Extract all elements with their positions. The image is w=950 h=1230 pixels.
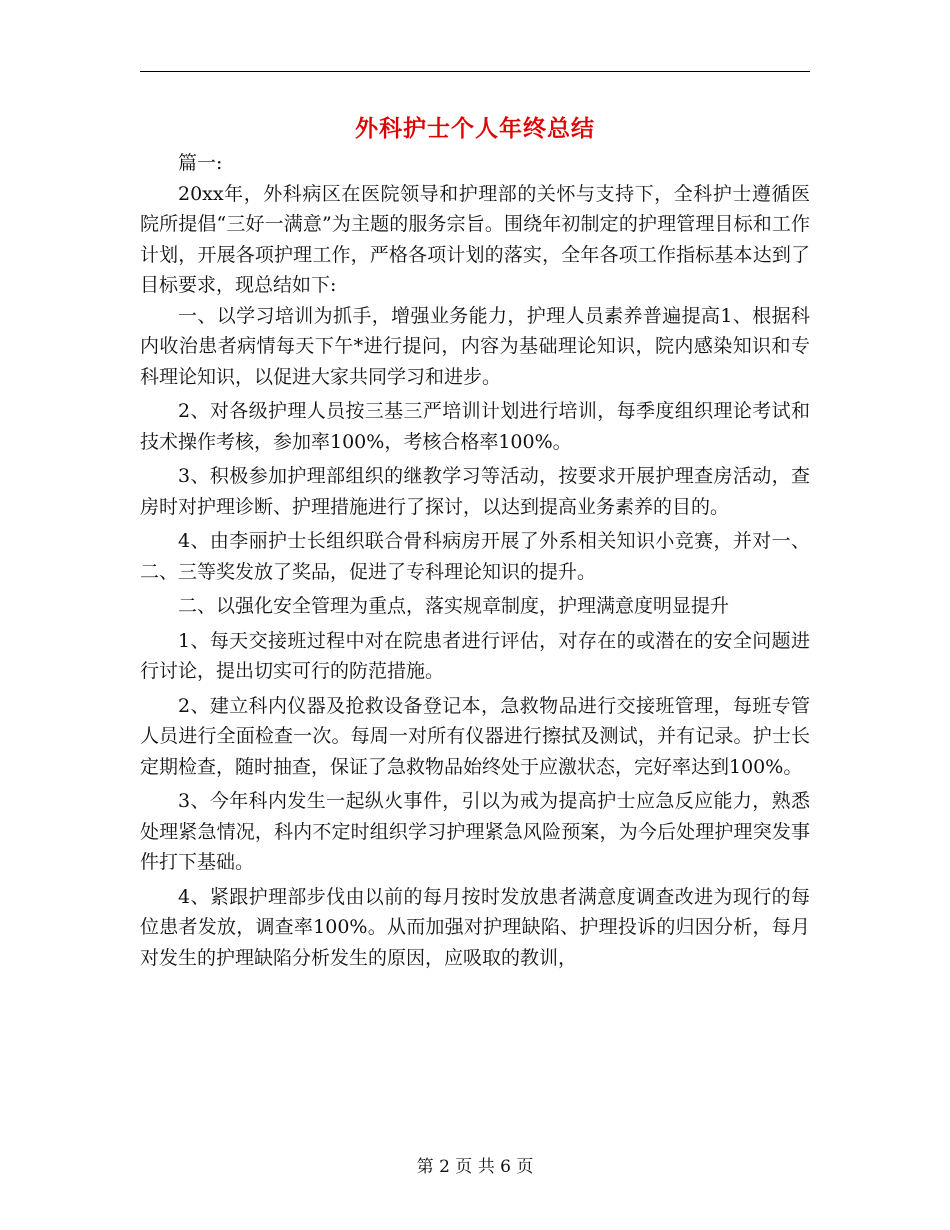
document-title: 外科护士个人年终总结 [355, 115, 595, 142]
document-body [140, 148, 810, 973]
body-paragraph: 4、紧跟护理部步伐由以前的每月按时发放患者满意度调查改进为现行的每位患者发放，调查率100%。从而加强对护理缺陷、护理投诉的归因分析，每月对发生的护理缺陷分析发生的原因，应吸取的教训， [140, 885, 810, 969]
section-heading: 二、以强化安全管理为重点，落实规章制度，护理满意度明显提升 [178, 595, 730, 617]
body-paragraph: 一、以学习培训为抓手，增强业务能力，护理人员素养普遍提高1、根据科内收治患者病情每天下午*进行提问，内容为基础理论知识，院内感染知识和专科理论知识，以促进大家共同学习和进步。 [140, 304, 810, 388]
body-paragraph: 3、积极参加护理部组织的继教学习等活动，按要求开展护理查房活动，查房时对护理诊断、护理措施进行了探讨，以达到提高业务素养的目的。 [140, 465, 810, 518]
body-paragraph: 2、对各级护理人员按三基三严培训计划进行培训，每季度组织理论考试和技术操作考核，参加率100%，考核合格率100%。 [140, 400, 810, 453]
body-paragraph: 20xx年，外科病区在医院领导和护理部的关怀与支持下，全科护士遵循医院所提倡“三好一满意”为主题的服务宗旨。围绕年初制定的护理管理目标和工作计划，开展各项护理工作，严格各项计划的落实，全年各项工作指标基本达到了目标要求，现总结如下: [140, 182, 810, 296]
body-paragraph: 4、由李丽护士长组织联合骨科病房开展了外系相关知识小竞赛，并对一、二、三等奖发放了奖品，促进了专科理论知识的提升。 [140, 530, 810, 583]
body-paragraph: 3、今年科内发生一起纵火事件，引以为戒为提高护士应急反应能力，熟悉处理紧急情况，科内不定时组织学习护理紧急风险预案，为今后处理护理突发事件打下基础。 [140, 790, 810, 873]
header-rule [140, 71, 810, 72]
page-number-footer: 第 2 页 共 6 页 [416, 1157, 534, 1177]
section-label: 篇一: [178, 152, 223, 174]
body-paragraph: 2、建立科内仪器及抢救设备登记本，急救物品进行交接班管理，每班专管人员进行全面检查一次。每周一对所有仪器进行擦拭及测试，并有记录。护士长定期检查，随时抽查，保证了急救物品始终处于应激状态，完好率达到100%。 [140, 694, 810, 778]
body-paragraph: 1、每天交接班过程中对在院患者进行评估，对存在的或潜在的安全问题进行讨论，提出切实可行的防范措施。 [140, 629, 810, 682]
